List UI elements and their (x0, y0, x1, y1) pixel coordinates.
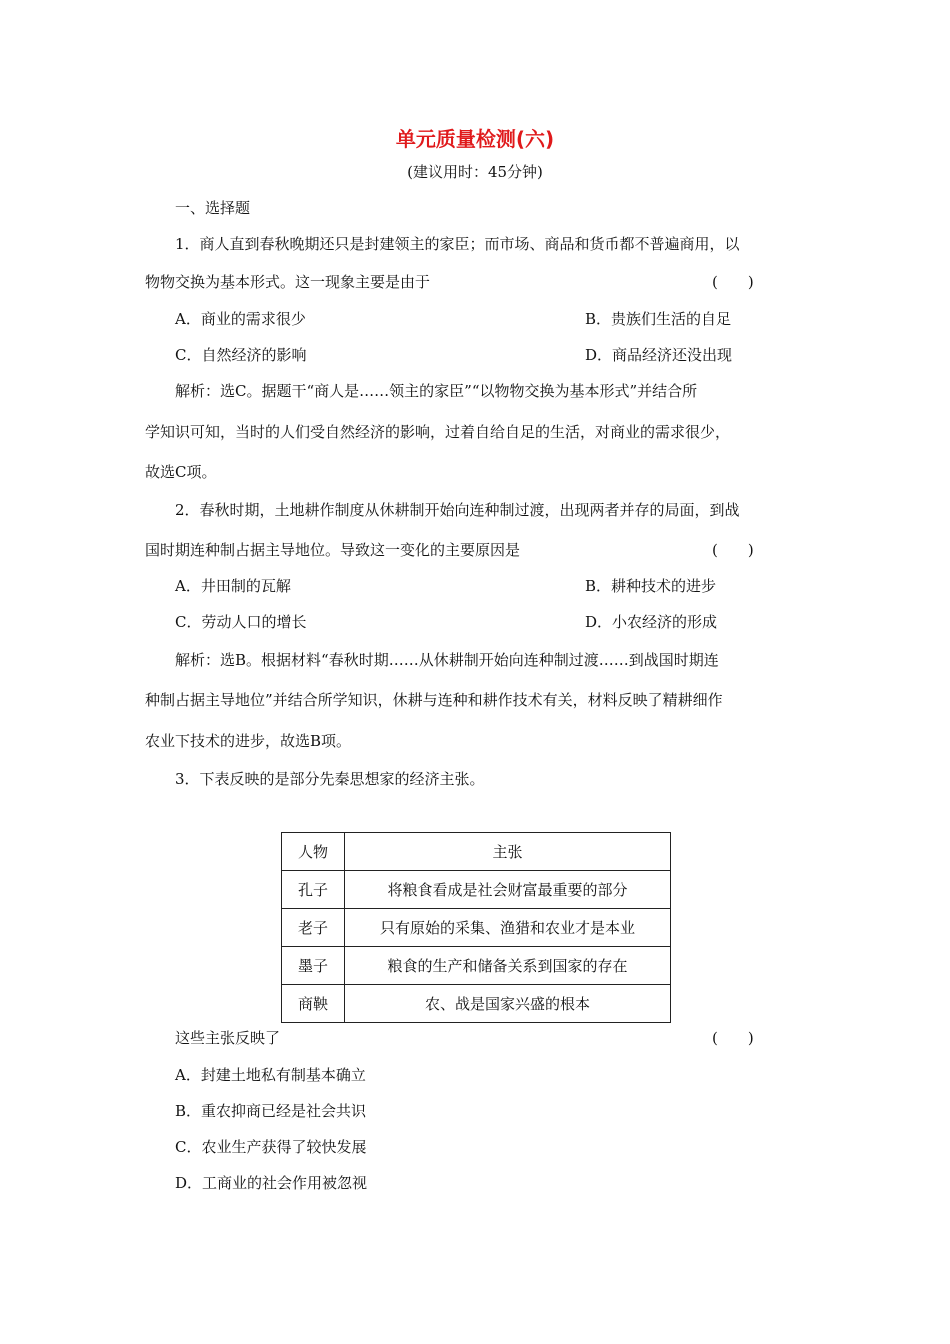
table-row (282, 909, 671, 947)
q1-option-a: A．商业的需求很少 (175, 310, 306, 328)
q1-stem-line2: 物物交换为基本形式。这一现象主要是由于 (145, 273, 431, 291)
q2-option-c: C．劳动人口的增长 (175, 613, 307, 631)
q1-analysis-line2: 学知识可知，当时的人们受自然经济的影响，过着自给自足的生活，对商业的需求很少， (145, 423, 731, 441)
q3-stem-line1: 3．下表反映的是部分先秦思想家的经济主张。 (175, 770, 485, 788)
table-header-cell: 人物 (282, 833, 345, 871)
q3-stem-line2: 这些主张反映了 (175, 1029, 281, 1047)
table-header-cell: 主张 (345, 833, 671, 871)
table-cell: 将粮食看成是社会财富最重要的部分 (345, 871, 671, 909)
q1-analysis-line1: 解析：选C。据题干“商人是……领主的家臣”“以物物交换为基本形式”并结合所 (175, 382, 698, 400)
table-cell: 墨子 (282, 947, 345, 985)
page-subtitle: (建议用时：45分钟) (407, 163, 543, 181)
q1-option-b: B．贵族们生活的自足 (585, 310, 732, 328)
table-row (282, 985, 671, 1023)
table-cell: 农、战是国家兴盛的根本 (345, 985, 671, 1023)
q3-option-d: D．工商业的社会作用被忽视 (175, 1174, 368, 1192)
q2-option-a: A．井田制的瓦解 (175, 577, 291, 595)
q2-stem-line1: 2．春秋时期，土地耕作制度从休耕制开始向连种制过渡，出现两者并存的局面，到战 (175, 501, 740, 519)
q3-option-a: A．封建土地私有制基本确立 (175, 1066, 366, 1084)
q2-stem-line2: 国时期连种制占据主导地位。导致这一变化的主要原因是 (145, 541, 521, 559)
q3-option-b: B．重农抑商已经是社会共识 (175, 1102, 367, 1120)
table-cell: 商鞅 (282, 985, 345, 1023)
table-row (282, 947, 671, 985)
table-row (282, 871, 671, 909)
table-cell: 老子 (282, 909, 345, 947)
thinkers-table (281, 832, 671, 1023)
q2-analysis-line2: 种制占据主导地位”并结合所学知识，休耕与连种和耕作技术有关，材料反映了精耕细作 (145, 691, 723, 709)
q2-analysis-line3: 农业下技术的进步，故选B项。 (145, 732, 352, 750)
q1-answer-blank: ( ) (712, 273, 754, 291)
page-title: 单元质量检测(六) (395, 127, 555, 151)
q3-option-c: C．农业生产获得了较快发展 (175, 1138, 367, 1156)
q1-stem-line1: 1．商人直到春秋晚期还只是封建领主的家臣；而市场、商品和货币都不普遍商用，以 (175, 235, 740, 253)
table-cell: 粮食的生产和储备关系到国家的存在 (345, 947, 671, 985)
table-header-row (282, 833, 671, 871)
q1-analysis-line3: 故选C项。 (145, 463, 217, 481)
section-heading: 一、选择题 (175, 199, 251, 217)
q2-option-b: B．耕种技术的进步 (585, 577, 717, 595)
q2-option-d: D．小农经济的形成 (585, 613, 718, 631)
q2-analysis-line1: 解析：选B。根据材料“春秋时期……从休耕制开始向连种制过渡……到战国时期连 (175, 651, 719, 669)
q1-option-c: C．自然经济的影响 (175, 346, 307, 364)
q3-answer-blank: ( ) (712, 1029, 754, 1047)
q1-option-d: D．商品经济还没出现 (585, 346, 733, 364)
table-cell: 只有原始的采集、渔猎和农业才是本业 (345, 909, 671, 947)
q2-answer-blank: ( ) (712, 541, 754, 559)
table-cell: 孔子 (282, 871, 345, 909)
